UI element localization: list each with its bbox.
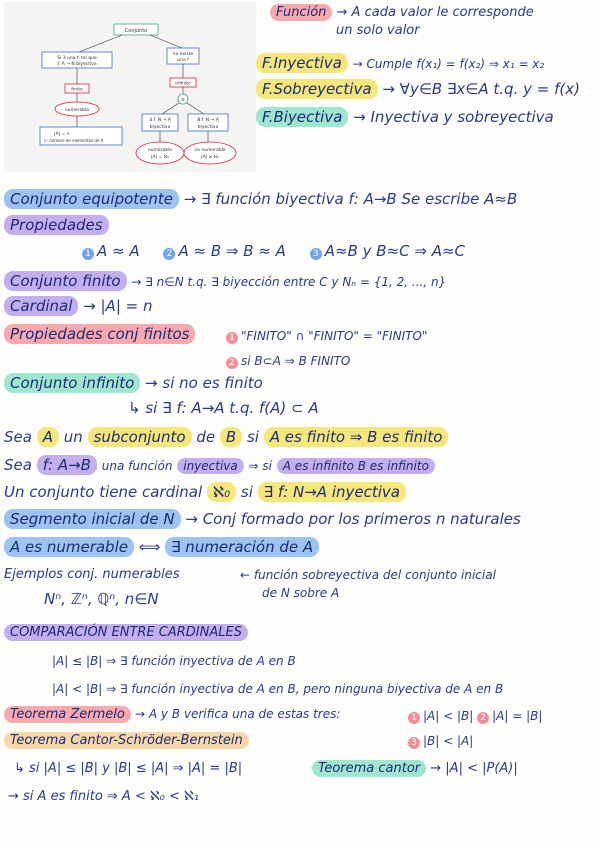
equipotente-line <box>4 190 517 208</box>
inyectiva-def: → Cumple f(x₁) = f(x₂) ⇒ x₁ = x₂ <box>352 57 545 71</box>
sea1-result: A es finito ⇒ B es finito <box>264 427 449 447</box>
diagram-box-a-l1: ∃ f: N → A <box>149 118 171 123</box>
numerable-note-1: ← función sobreyectiva del conjunto inicial <box>240 568 496 582</box>
numerable-line <box>4 538 319 556</box>
diagram-left-box-l2: f: A → N biyectiva <box>57 62 97 67</box>
finito-line <box>4 272 446 291</box>
diagram-box-a-l2: biyectiva <box>149 125 171 130</box>
cardinal-line <box>4 297 153 315</box>
cantor-line <box>312 760 518 778</box>
comparacion-line <box>4 624 248 642</box>
zermelo-num-2: 2 <box>477 712 489 724</box>
diagram-cardinal-l2: n: número de elementos de A <box>44 138 104 143</box>
diagram-numerable: numerable <box>64 108 90 113</box>
sea1-b: B <box>220 427 242 447</box>
numerable-iff: ⟺ <box>138 538 161 556</box>
comparacion-title: COMPARACIÓN ENTRE CARDINALES <box>4 624 248 641</box>
prop-1: A ≈ A <box>97 242 140 260</box>
diagram-ellipse-b-l2: |A| ≠ ℵ₀ <box>201 155 219 160</box>
csb-line <box>4 732 249 750</box>
prop-num-3: 3 <box>310 248 322 260</box>
prop-2: A ≈ B ⇒ B ≈ A <box>178 242 286 260</box>
numerable-def: ∃ numeración de A <box>165 537 319 557</box>
zermelo-o1: |A| < |B| <box>423 709 474 723</box>
csb-title: Teorema Cantor-Schröder-Bernstein <box>4 732 249 749</box>
zermelo-o2: |A| = |B| <box>492 709 543 723</box>
propiedades-line <box>4 216 109 234</box>
diagram-finito: finito <box>71 87 83 93</box>
funcion-title: Función <box>270 4 332 21</box>
propiedades-list <box>82 242 465 260</box>
finito-def: → ∃ n∈N t.q. ∃ biyección entre C y Nₙ = {1, 2, ..., n} <box>131 275 447 289</box>
zermelo-num-3: 3 <box>408 737 420 749</box>
ejemplos-list: Nⁿ, ℤⁿ, ℚⁿ, n∈N <box>44 590 159 608</box>
ejemplos-title: Ejemplos conj. numerables <box>4 567 180 582</box>
prop-num-2: 2 <box>163 248 175 260</box>
sea2-inyectiva: inyectiva <box>177 458 244 474</box>
prop-finitos-line <box>4 325 195 343</box>
sobreyectiva-line <box>256 80 580 98</box>
sea2-line <box>4 456 435 475</box>
propiedades-title: Propiedades <box>4 215 109 235</box>
sea1-a: A <box>37 427 59 447</box>
cantor-def: → |A| < |P(A)| <box>430 761 518 776</box>
diagram-left-box-l1: Si 3 una f. tal que <box>57 56 97 61</box>
sobreyectiva-def: → ∀y∈B ∃x∈A t.q. y = f(x) <box>382 80 580 98</box>
diagram-ellipse-b-l1: no numerable <box>194 148 226 153</box>
infinito-def2: ↳ si ∃ f: A→A t.q. f(A) ⊂ A <box>128 399 319 417</box>
prop-finitos-2 <box>226 352 350 370</box>
funcion-def-2: un solo valor <box>336 23 420 38</box>
funcion-def-1: → A cada valor le corresponde <box>336 5 534 20</box>
numerable-note-2: de N sobre A <box>262 586 340 600</box>
sea1-de: de <box>196 428 216 446</box>
sea2-sea: Sea <box>4 456 32 474</box>
cardinal-def: → |A| = n <box>83 297 153 315</box>
numerable-title: A es numerable <box>4 537 134 557</box>
zermelo-title: Teorema Zermelo <box>4 706 131 723</box>
segmento-def: → Conj formado por los primeros n naturales <box>185 510 521 528</box>
diagram-box-b-l2: biyectiva <box>197 125 219 130</box>
inyectiva-line <box>256 54 544 73</box>
prop-finitos-title: Propiedades conj finitos <box>4 324 195 344</box>
sea1-sea: Sea <box>4 428 32 446</box>
comparacion-l2: |A| < |B| ⇒ ∃ función inyectiva de A en B, pero ninguna biyectiva de A en B <box>52 682 504 696</box>
sea2-implies: ⇒ si <box>248 459 272 473</box>
biyectiva-def: → Inyectiva y sobreyectiva <box>353 108 554 126</box>
infinito-def: → si no es finito <box>145 374 263 392</box>
diagram-right-box-l1: no existe <box>172 52 194 57</box>
diagram-root: Conjunto <box>124 28 148 34</box>
cardinal-title: Cardinal <box>4 296 78 316</box>
cardinal-aleph-text: Un conjunto tiene cardinal <box>4 483 203 501</box>
prop-finitos-num-1: 1 <box>226 332 238 344</box>
sea2-f: f: A→B <box>37 455 97 475</box>
prop-finitos-num-2: 2 <box>226 357 238 369</box>
csb-def: ↳ si |A| ≤ |B| y |B| ≤ |A| ⇒ |A| = |B| <box>14 761 243 776</box>
segmento-line <box>4 510 521 528</box>
cardinal-aleph-line <box>4 483 406 501</box>
cardinal-aleph-symbol: ℵ₀ <box>207 482 236 502</box>
diagram-right-box-l2: una f <box>177 58 189 63</box>
cardinal-aleph-result: ∃ f: N→A inyectiva <box>258 482 406 502</box>
last-line: → si A es finito ⇒ A < ℵ₀ < ℵ₁ <box>8 789 199 804</box>
infinito-line <box>4 374 263 392</box>
zermelo-option-3 <box>408 732 473 750</box>
diagram-ellipse-a-l2: |A| = ℵ₀ <box>151 155 169 160</box>
prop-finitos-2-text: si B⊂A ⇒ B FINITO <box>241 354 351 368</box>
biyectiva-title: F.Biyectiva <box>256 107 348 127</box>
sea1-un: un <box>63 428 83 446</box>
funcion-line <box>270 4 534 22</box>
inyectiva-title: F.Inyectiva <box>256 53 348 73</box>
segmento-title: Segmento inicial de N <box>4 509 181 529</box>
prop-finitos-1 <box>226 327 427 345</box>
sea1-line <box>4 428 448 446</box>
comparacion-l1: |A| ≤ |B| ⇒ ∃ función inyectiva de A en B <box>52 654 296 668</box>
sobreyectiva-title: F.Sobreyectiva <box>256 79 378 99</box>
cantor-title: Teorema cantor <box>312 760 426 777</box>
sea2-una-funcion: una función <box>101 459 173 473</box>
sea2-result: A es infinito B es infinito <box>277 458 435 474</box>
infinito-title: Conjunto infinito <box>4 373 140 393</box>
zermelo-line <box>4 705 340 724</box>
sea1-si: si <box>246 428 259 446</box>
cardinal-aleph-si: si <box>240 483 253 501</box>
biyectiva-line <box>256 108 554 126</box>
prop-num-1: 1 <box>82 248 94 260</box>
zermelo-num-1: 1 <box>408 712 420 724</box>
diagram-cardinal-l1: |A| = n <box>54 132 70 137</box>
concept-map-diagram <box>4 2 256 172</box>
diagram-box-b-l1: ∄ f: N → A <box>197 118 219 123</box>
equipotente-title: Conjunto equipotente <box>4 189 179 209</box>
prop-finitos-1-text: "FINITO" ∩ "FINITO" = "FINITO" <box>241 329 428 343</box>
diagram-infinito: infinito <box>175 81 191 87</box>
diagram-ellipse-a-l1: numerable <box>147 148 173 153</box>
finito-title: Conjunto finito <box>4 271 127 291</box>
zermelo-options <box>408 707 542 725</box>
equipotente-def: → ∃ función biyectiva f: A→B Se escribe A≈B <box>183 190 518 208</box>
prop-3: A≈B y B≈C ⇒ A≈C <box>324 242 466 260</box>
zermelo-def: → A y B verifica una de estas tres: <box>135 707 341 721</box>
sea1-subconjunto: subconjunto <box>88 427 192 447</box>
zermelo-o3: |B| < |A| <box>423 734 474 748</box>
diagram-o: o <box>181 97 185 103</box>
